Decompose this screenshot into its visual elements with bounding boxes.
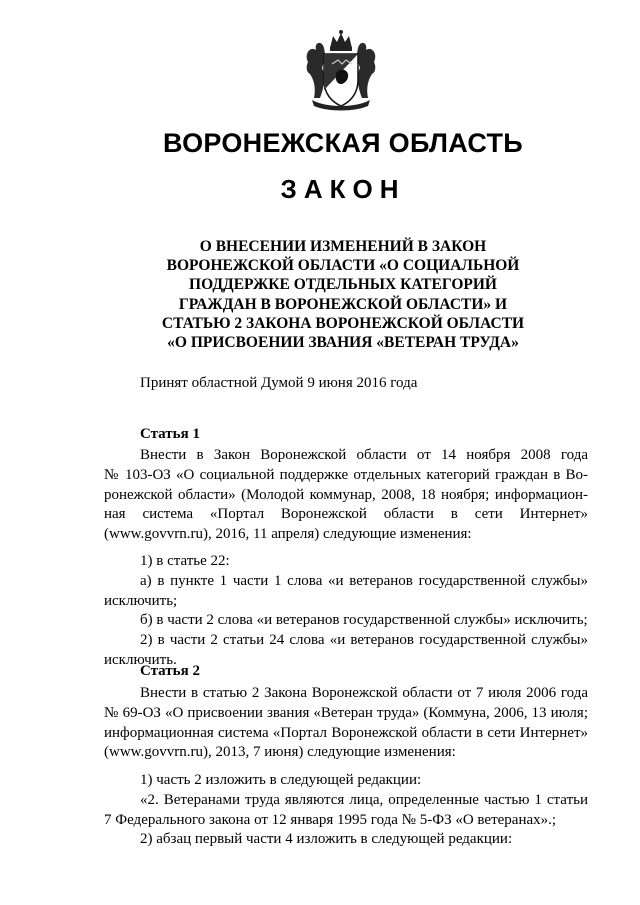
text-line: ная система «Портал Воронежской области в сети Интернет»	[104, 506, 588, 523]
text-line: № 103-ОЗ «О социальной поддержке отдельных категорий граждан в Во-	[104, 466, 588, 483]
article-1-heading: Статья 1	[140, 426, 200, 442]
law-title-line: ПОДДЕРЖКЕ ОТДЕЛЬНЫХ КАТЕГОРИЙ	[189, 276, 497, 294]
text-line: «2. Ветеранами труда являются лица, определенные частью 1 статьи	[140, 791, 588, 808]
law-title-line: «О ПРИСВОЕНИИ ЗВАНИЯ «ВЕТЕРАН ТРУДА»	[167, 334, 519, 352]
text-line: исключить;	[104, 592, 178, 609]
text-line: 7 Федерального закона от 12 января 1995 года № 5-ФЗ «О ветеранах».;	[104, 811, 557, 828]
article-1-intro	[104, 446, 588, 545]
article-2-intro	[104, 684, 588, 763]
text-line: а) в пункте 1 части 1 слова «и ветеранов государственной службы»	[140, 572, 588, 589]
text-line: № 69-ОЗ «О присвоении звания «Ветеран труда» (Коммуна, 2006, 13 июля;	[104, 704, 588, 721]
text-line: 2) абзац первый части 4 изложить в следующей редакции:	[140, 831, 513, 848]
text-line: исключить.	[104, 651, 177, 668]
law-title-line: ГРАЖДАН В ВОРОНЕЖСКОЙ ОБЛАСТИ» И	[178, 295, 508, 313]
law-title-line: СТАТЬЮ 2 ЗАКОНА ВОРОНЕЖСКОЙ ОБЛАСТИ	[161, 314, 525, 332]
text-line: 2) в части 2 статьи 24 слова «и ветеранов государственной службы»	[140, 632, 588, 649]
text-line: 1) в статье 22:	[140, 553, 230, 569]
text-line: Внести в Закон Воронежской области от 14 ноября 2008 года	[140, 447, 588, 463]
text-line: (www.govvrn.ru), 2016, 11 апреля) следующие изменения:	[104, 526, 472, 543]
law-title-line: ВОРОНЕЖСКОЙ ОБЛАСТИ «О СОЦИАЛЬНОЙ	[166, 257, 520, 275]
document-type: ЗАКОН	[280, 174, 406, 204]
text-line: б) в части 2 слова «и ветеранов государственной службы» исключить;	[140, 612, 588, 629]
article-2-changes	[104, 771, 588, 850]
region-title: ВОРОНЕЖСКАЯ ОБЛАСТЬ	[162, 128, 524, 158]
law-title-line: О ВНЕСЕНИИ ИЗМЕНЕНИЙ В ЗАКОН	[199, 238, 487, 255]
adoption-date: Принят областной Думой 9 июня 2016 года	[140, 375, 418, 391]
text-line: (www.govvrn.ru), 2013, 7 июня) следующие изменения:	[104, 744, 456, 761]
article-1-changes	[104, 552, 588, 671]
article-2-heading: Статья 2	[140, 663, 200, 679]
law-title	[150, 237, 536, 352]
text-line: информационная система «Портал Воронежской области в сети Интернет»	[104, 724, 588, 741]
text-line: 1) часть 2 изложить в следующей редакции:	[140, 772, 422, 788]
coat-of-arms-icon	[302, 28, 380, 114]
text-line: Внести в статью 2 Закона Воронежской области от 7 июля 2006 года	[140, 685, 588, 701]
text-line: ронежской области» (Молодой коммунар, 2008, 18 ноября; информацион-	[104, 486, 588, 503]
